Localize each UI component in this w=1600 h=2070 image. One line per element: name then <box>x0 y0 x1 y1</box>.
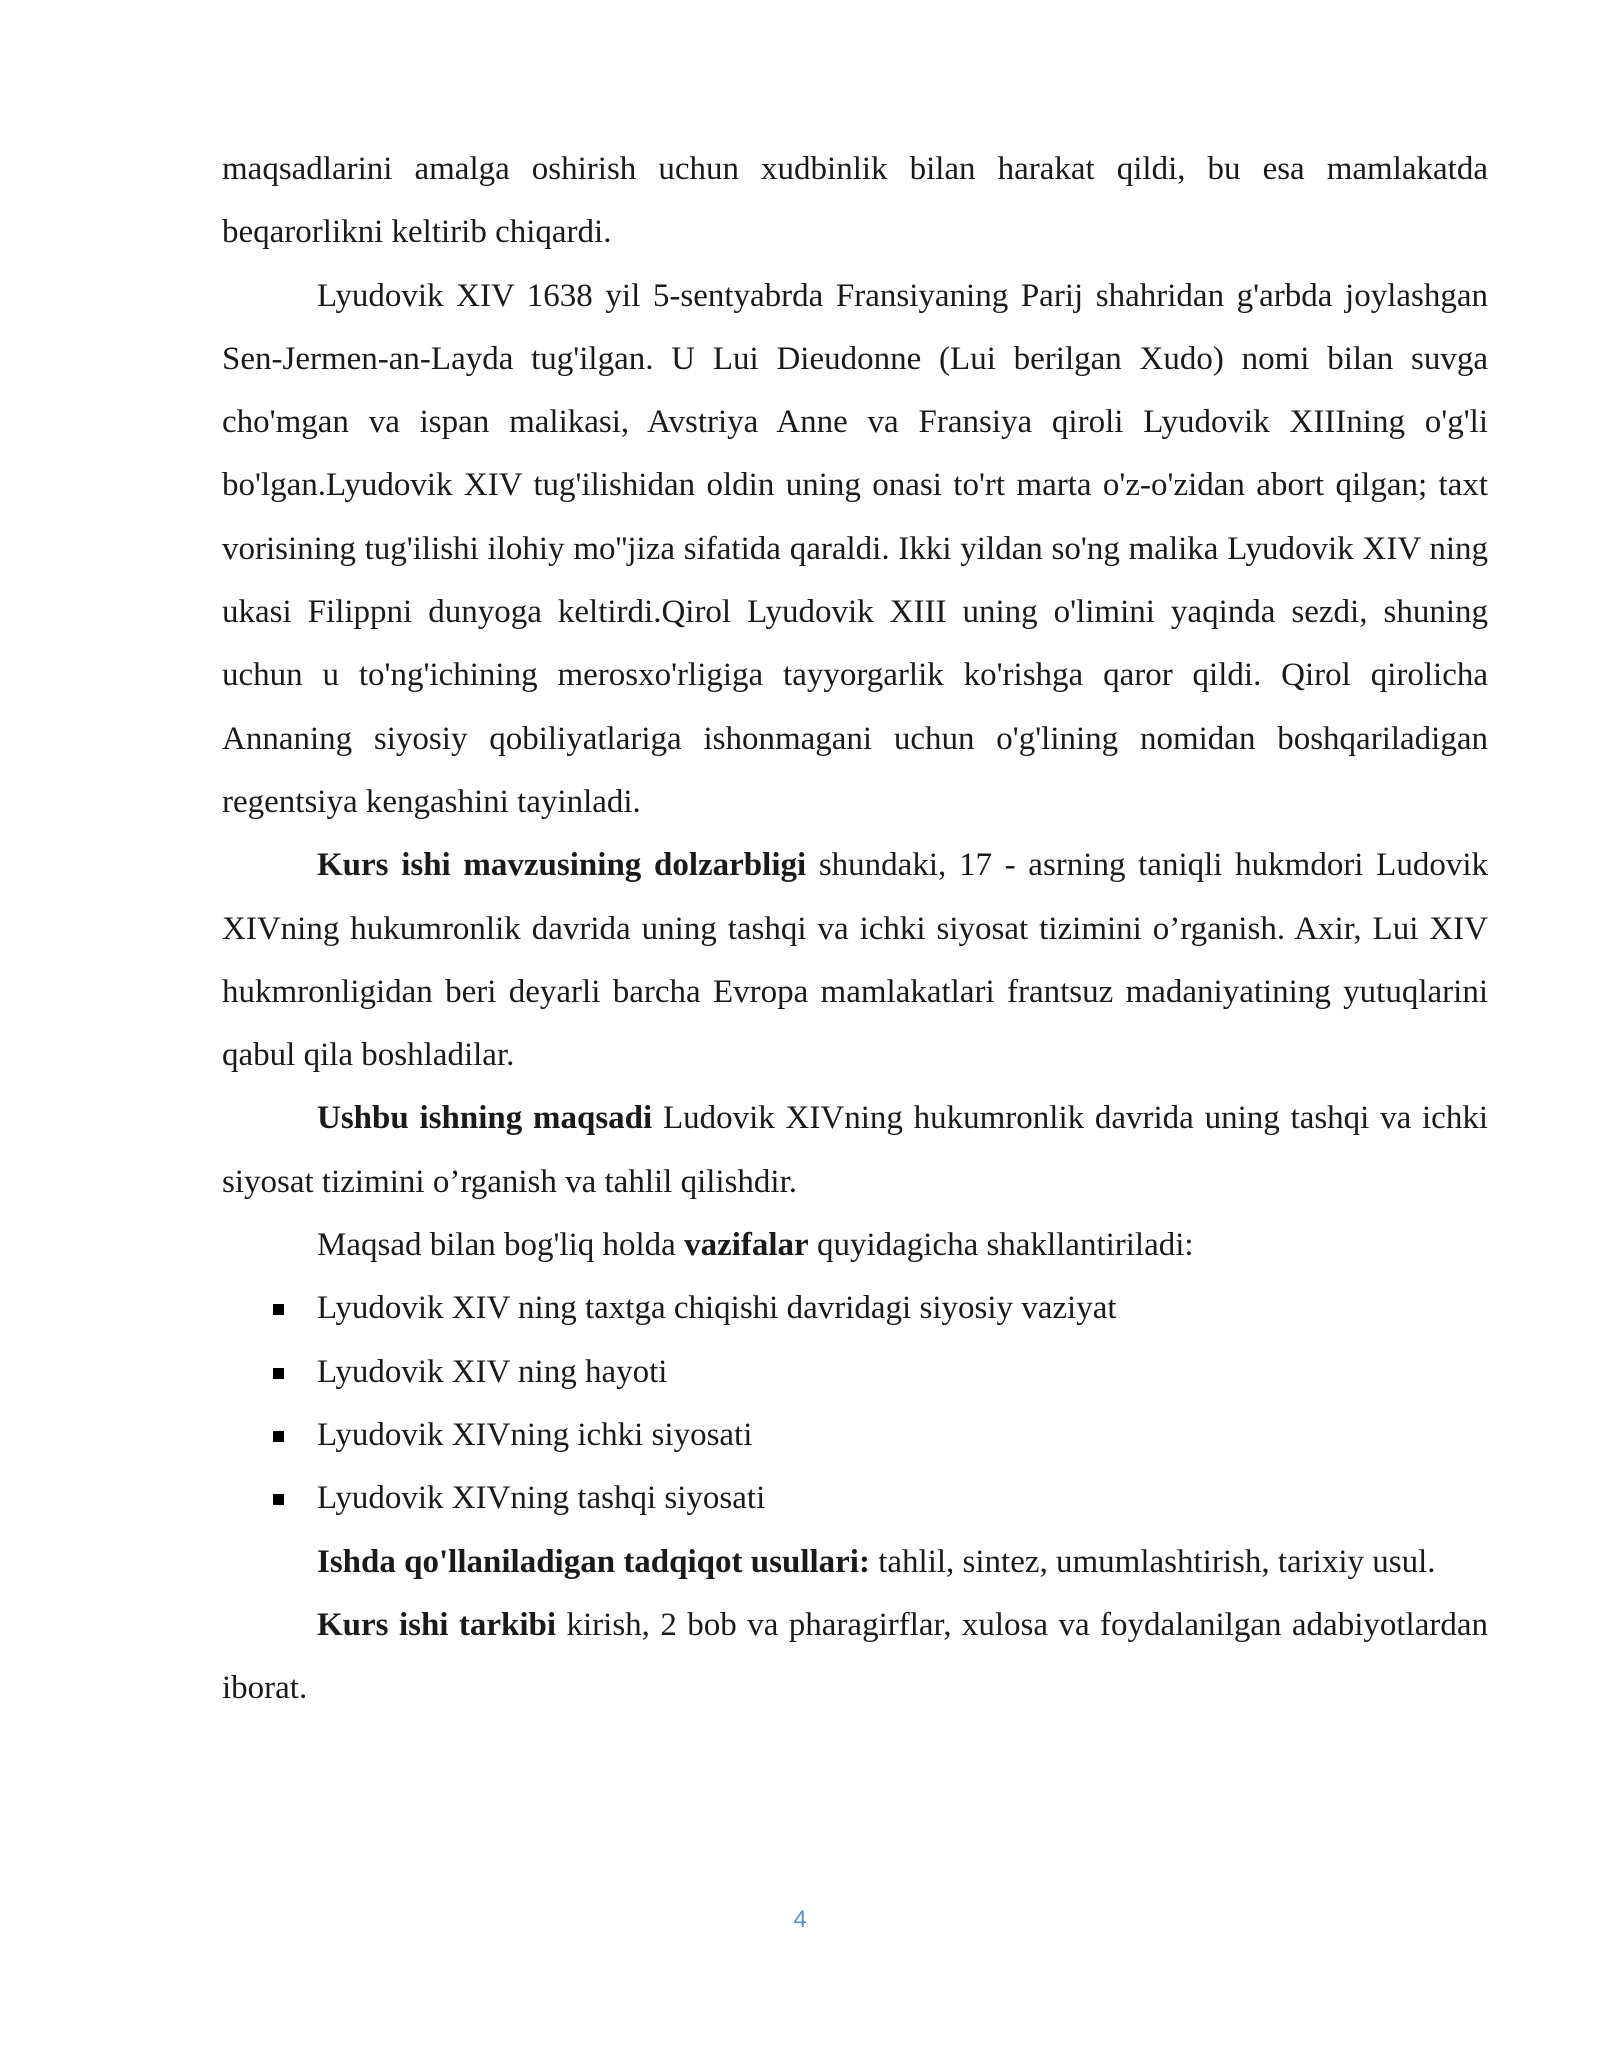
list-item <box>222 1341 1488 1404</box>
document-body <box>222 138 1488 1720</box>
tasks-list <box>222 1277 1488 1530</box>
tasks-heading: vazifalar <box>684 1227 809 1264</box>
square-bullet-icon <box>273 1494 284 1505</box>
square-bullet-icon <box>273 1304 284 1315</box>
paragraph-text: Ludovik XIVning hukumronlik davrida uning tashqi va ichki siyosat tizimini o’rganish va tahlil qilishdir. <box>222 1100 1488 1200</box>
structure-heading: Kurs ishi tarkibi <box>317 1606 557 1643</box>
paragraph-continuation <box>222 138 1488 265</box>
paragraph-text: kirish, 2 bob va pharagirflar, xulosa va foydalanilgan adabiyotlardan iborat. <box>222 1606 1488 1707</box>
methods-heading: Ishda qo'llaniladigan tadqiqot usullari: <box>317 1543 870 1580</box>
list-item <box>222 1404 1488 1467</box>
paragraph-text: maqsadlarini amalga oshirish uchun xudbinlik bilan harakat qildi, bu esa mamlakatda beqarorlikni keltirib chiqardi. <box>222 151 1488 251</box>
paragraph-biography <box>222 265 1488 835</box>
paragraph-text: tahlil, sintez, umumlashtirish, tarixiy usul. <box>869 1543 1436 1580</box>
paragraph-text: shundaki, 17 - asrning taniqli hukmdori Ludovik XIVning hukumronlik davrida uning tashqi va ichki siyosat tizimini o’rganish. Axir, Lui XIV hukmronligidan beri deyarli barcha Evropa mamlakatlari frantsuz madaniyatining yutuqlarini qabul qila boshladilar. <box>222 847 1488 1074</box>
paragraph-structure <box>222 1594 1488 1721</box>
list-item-text: Lyudovik XIV ning taxtga chiqishi davridagi siyosiy vaziyat <box>317 1290 1117 1327</box>
paragraph-text: Lyudovik XIV 1638 yil 5-sentyabrda Fransiyaning Parij shahridan g'arbda joylashgan Sen-Jermen-an-Layda tug'ilgan. U Lui Dieudonne (Lui berilgan Xudo) nomi bilan suvga cho'mgan va ispan malikasi, Avstriya Anne va Fransiya qiroli Lyudovik XIIIning o'g'li bo'lgan.Lyudovik XIV tug'ilishidan oldin uning onasi to'rt marta o'z-o'zidan abort qilgan; taxt vorisining tug'ilishi ilohiy mo''jiza sifatida qaraldi. Ikki yildan so'ng malika Lyudovik XIV ning ukasi Filippni dunyoga keltirdi.Qirol Lyudovik XIII uning o'limini yaqinda sezdi, shuning uchun u to'ng'ichining merosxo'rligiga tayyorgarlik ko'rishga qaror qildi. Qirol qirolicha Annaning siyosiy qobiliyatlariga ishonmagani uchun o'g'lining nomidan boshqariladigan regentsiya kengashini tayinladi. <box>222 277 1488 820</box>
list-item-text: Lyudovik XIVning ichki siyosati <box>317 1416 753 1453</box>
paragraph-relevance <box>222 834 1488 1087</box>
paragraph-text: quyidagicha shakllantiriladi: <box>808 1227 1194 1264</box>
list-item <box>222 1277 1488 1340</box>
paragraph-text: Maqsad bilan bog'liq holda <box>317 1227 685 1264</box>
paragraph-methods <box>222 1531 1488 1594</box>
page-number: 4 <box>793 1906 807 1933</box>
square-bullet-icon <box>273 1368 284 1379</box>
goal-heading: Ushbu ishning maqsadi <box>317 1100 653 1137</box>
square-bullet-icon <box>273 1431 284 1442</box>
list-item <box>222 1467 1488 1530</box>
paragraph-tasks-intro <box>222 1214 1488 1277</box>
relevance-heading: Kurs ishi mavzusining dolzarbligi <box>317 847 807 884</box>
list-item-text: Lyudovik XIV ning hayoti <box>317 1353 668 1390</box>
paragraph-goal <box>222 1087 1488 1214</box>
list-item-text: Lyudovik XIVning tashqi siyosati <box>317 1480 766 1517</box>
